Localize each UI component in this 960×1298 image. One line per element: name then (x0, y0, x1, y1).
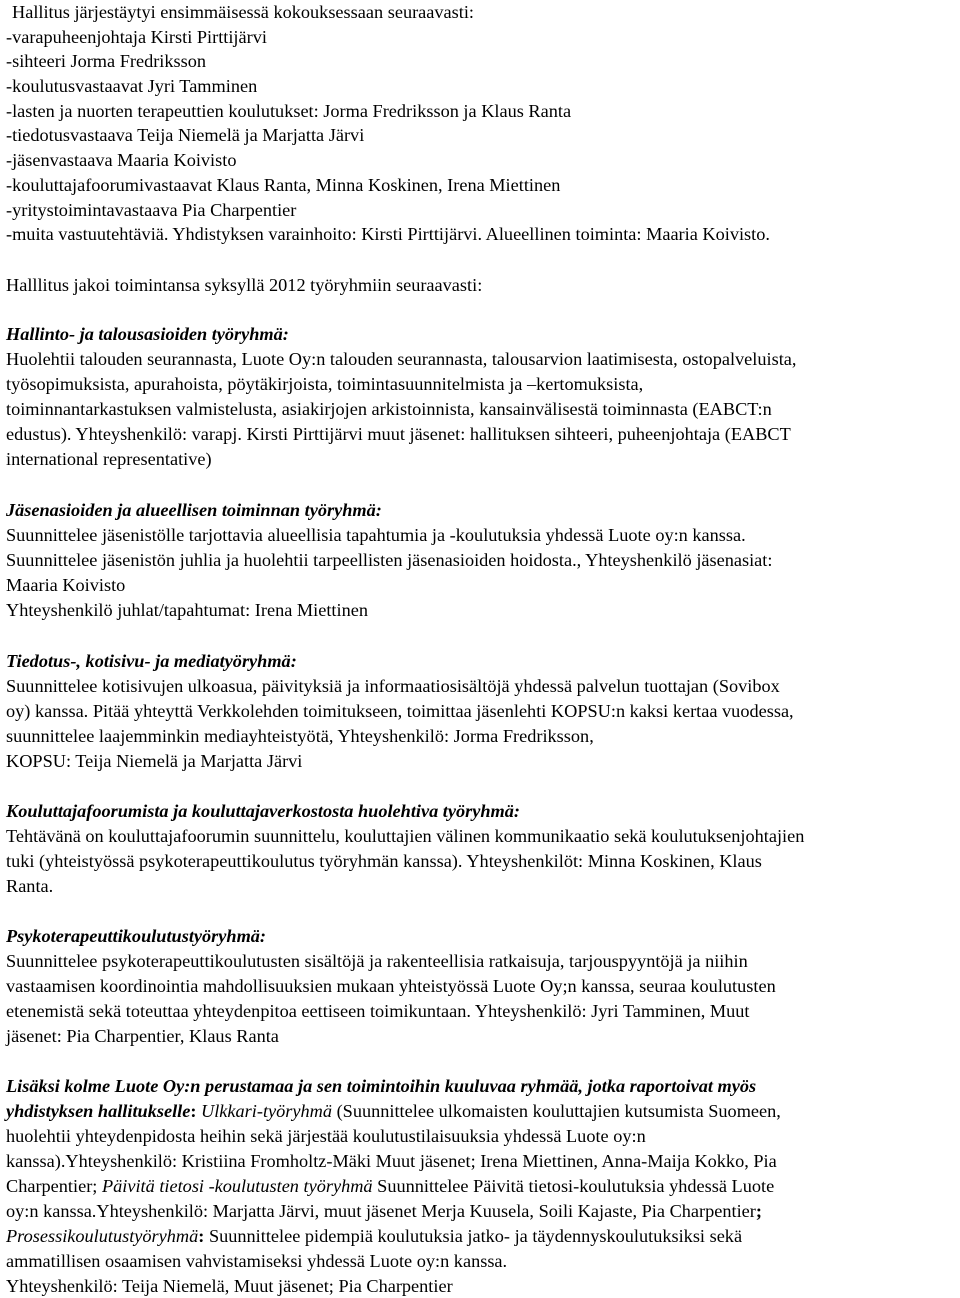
trainers-line-text: tuki (yhteistyössä psykoterapeuttikoulutus työryhmän kanssa). Yhteyshenkilöt: Minna Koskinen (6, 851, 711, 871)
underlined-comma: , (710, 851, 715, 871)
admin-line: toiminnantarkastuksen valmistelusta, asiakirjojen arkistoinnista, kansainvälisestä toiminnasta (EABCT:n (6, 399, 772, 419)
section-heading-members: Jäsenasioiden ja alueellisen toiminnan työryhmä: (6, 500, 382, 520)
admin-line: Huolehtii talouden seurannasta, Luote Oy:n talouden seurannasta, talousarvion laatimisesta, ostopalveluista, (6, 349, 797, 369)
groups-intro: Halllitus jakoi toimintansa syksyllä 2012 työryhmiin seuraavasti: (6, 275, 483, 295)
extra-line-text: Charpentier; (6, 1176, 102, 1196)
section-heading-trainers: Kouluttajafoorumista ja kouluttajaverkostosta huolehtiva työryhmä: (6, 801, 520, 821)
intro-line: -jäsenvastaava Maaria Koivisto (6, 150, 237, 170)
extra-line (6, 1200, 762, 1222)
group-name-ulkkari: Ulkkari-työryhmä (196, 1101, 333, 1121)
members-line: Maaria Koivisto (6, 575, 126, 595)
psy-line: etenemistä sekä toteuttaa yhteydenpitoa eettiseen toimikuntaan. Yhteyshenkilö: Jyri Tamminen, Muut (6, 1001, 750, 1021)
extra-line-text: oy:n kanssa.Yhteyshenkilö: Marjatta Järvi, muut jäsenet Merja Kuusela, Soili Kajaste, Pia Charpentier (6, 1201, 756, 1221)
admin-line: international representative) (6, 449, 212, 469)
extra-line (6, 1175, 774, 1197)
semicolon: ; (755, 1201, 762, 1221)
members-line: Suunnittelee jäsenistön juhlia ja huolehtii tarpeellisten jäsenasioiden hoidosta., Yhteyshenkilö jäsenasiat: (6, 550, 773, 570)
admin-line: työsopimuksista, apurahoista, pöytäkirjoista, toimintasuunnitelmista ja –kertomuksista, (6, 374, 644, 394)
section-heading-admin: Hallinto- ja talousasioiden työryhmä: (6, 324, 289, 344)
section-heading-media: Tiedotus-, kotisivu- ja mediatyöryhmä: (6, 651, 297, 671)
group-name-prosessi: Prosessikoulutustyöryhmä (6, 1226, 199, 1246)
colon: : (190, 1101, 197, 1121)
extra-line-text: (Suunnittelee ulkomaisten kouluttajien kutsumista Suomeen, (332, 1101, 781, 1121)
intro-line: -kouluttajafoorumivastaavat Klaus Ranta, Minna Koskinen, Irena Miettinen (6, 175, 561, 195)
colon: : (198, 1226, 205, 1246)
trainers-line-text: Klaus (714, 851, 762, 871)
psy-line: vastaamisen koordinointia mahdollisuuksien mukaan yhteistyössä Luote Oy;n kanssa, seuraa koulutusten (6, 976, 776, 996)
trainers-line (6, 850, 762, 872)
extra-line: huolehtii yhteydenpidosta heihin sekä järjestää koulutustilaisuuksia yhdessä Luote oy:n (6, 1126, 646, 1146)
section-heading-psy: Psykoterapeuttikoulutustyöryhmä: (6, 926, 267, 946)
intro-line: -sihteeri Jorma Fredriksson (6, 51, 207, 71)
extra-line: kanssa).Yhteyshenkilö: Kristiina Fromholtz-Mäki Muut jäsenet; Irena Miettinen, Anna-Maija Kokko, Pia (6, 1151, 777, 1171)
intro-line: -varapuheenjohtaja Kirsti Pirttijärvi (6, 27, 267, 47)
extra-heading-text: yhdistyksen hallitukselle (6, 1101, 191, 1121)
psy-line: Suunnittelee psykoterapeuttikoulutusten sisältöjä ja rakenteellisia ratkaisuja, tarjouspyyntöjä ja niihin (6, 951, 748, 971)
extra-line: Yhteyshenkilö: Teija Niemelä, Muut jäsenet; Pia Charpentier (6, 1276, 453, 1296)
extra-line-text: Suunnittelee Päivitä tietosi-koulutuksia yhdessä Luote (372, 1176, 775, 1196)
media-line: KOPSU: Teija Niemelä ja Marjatta Järvi (6, 751, 303, 771)
intro-line: -lasten ja nuorten terapeuttien koulutukset: Jorma Fredriksson ja Klaus Ranta (6, 101, 572, 121)
extra-line: ammatillisen osaamisen vahvistamiseksi yhdessä Luote oy:n kanssa. (6, 1251, 508, 1271)
section-heading-extra: Lisäksi kolme Luote Oy:n perustamaa ja sen toimintoihin kuuluvaa ryhmää, jotka raportoivat myös (6, 1076, 757, 1096)
media-line: suunnittelee laajemminkin mediayhteistyötä, Yhteyshenkilö: Jorma Fredriksson, (6, 726, 594, 746)
intro-line: -koulutusvastaavat Jyri Tamminen (6, 76, 258, 96)
extra-line (6, 1100, 781, 1122)
psy-line: jäsenet: Pia Charpentier, Klaus Ranta (6, 1026, 279, 1046)
intro-line: Hallitus järjestäytyi ensimmäisessä kokouksessaan seuraavasti: (12, 2, 475, 22)
admin-line: edustus). Yhteyshenkilö: varapj. Kirsti Pirttijärvi muut jäsenet: hallituksen sihteeri, puheenjohtaja (EABCT (6, 424, 791, 444)
group-name-paivita: Päivitä tietosi -koulutusten työryhmä (101, 1176, 373, 1196)
intro-line: -tiedotusvastaava Teija Niemelä ja Marjatta Järvi (6, 125, 365, 145)
media-line: oy) kanssa. Pitää yhteyttä Verkkolehden toimitukseen, toimittaa jäsenlehti KOPSU:n kaksi kertaa vuodessa, (6, 701, 794, 721)
members-line: Suunnittelee jäsenistölle tarjottavia alueellisia tapahtumia ja -koulutuksia yhdessä Luote oy:n kanssa. (6, 525, 746, 545)
intro-line: -muita vastuutehtäviä. Yhdistyksen varainhoito: Kirsti Pirttijärvi. Alueellinen toiminta: Maaria Koivisto. (6, 224, 770, 244)
trainers-line: Ranta. (6, 876, 54, 896)
intro-line: -yritystoimintavastaava Pia Charpentier (6, 200, 297, 220)
trainers-line: Tehtävänä on kouluttajafoorumin suunnittelu, kouluttajien välinen kommunikaatio sekä koulutuksenjohtajien (6, 826, 805, 846)
extra-line-text: Suunnittelee pidempiä koulutuksia jatko- ja täydennyskoulutuksiksi sekä (204, 1226, 743, 1246)
extra-line (6, 1225, 742, 1247)
members-line: Yhteyshenkilö juhlat/tapahtumat: Irena Miettinen (6, 600, 368, 620)
media-line: Suunnittelee kotisivujen ulkoasua, päivityksiä ja informaatiosisältöjä yhdessä palvelun tuottajan (Sovibox (6, 676, 780, 696)
